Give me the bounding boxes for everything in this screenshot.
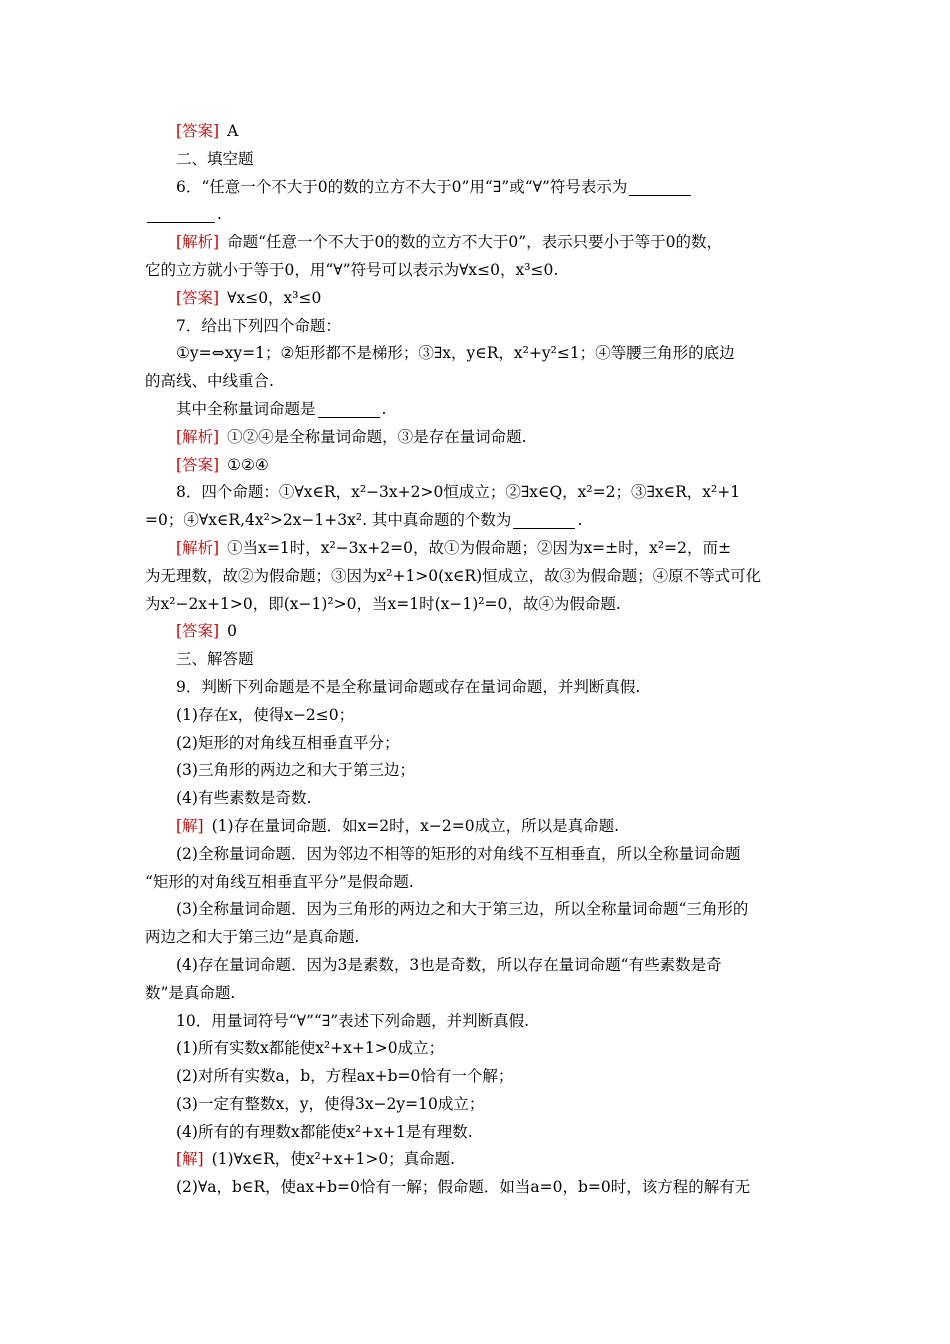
solution-10-2: (2)∀a，b∈R，使ax+b=0恰有一解；假命题．如当a=0，b=0时，该方程的解有无 <box>176 1178 751 1197</box>
solution-10-1: [解] (1)∀x∈R，使x²+x+1>0；真命题. <box>176 1150 456 1169</box>
solution-9-2: (2)全称量词命题．因为邻边不相等的矩形的对角线不互相垂直，所以全称量词命题 <box>176 844 741 863</box>
answer-blank <box>513 513 575 529</box>
question-6-cont: . <box>145 201 807 229</box>
question-9-3: (3)三角形的两边之和大于第三边； <box>176 761 415 780</box>
solution-9-4-cont: 数”是真命题. <box>145 983 236 1002</box>
answer-7: [答案] ①②④ <box>176 455 269 474</box>
analysis-7: [解析] ①②④是全称量词命题，③是存在量词命题. <box>176 427 527 446</box>
question-6: 6．“任意一个不大于0的数的立方不大于0”用“∃”或“∀”符号表示为 <box>145 174 807 202</box>
question-10-4: (4)所有的有理数x都能使x²+x+1是有理数. <box>176 1122 473 1141</box>
solution-9-2-cont: “矩形的对角线互相垂直平分”是假命题. <box>145 872 414 891</box>
answer-5: [答案] A <box>176 122 239 140</box>
solution-tag: [解] <box>176 816 204 835</box>
question-9-1: (1)存在x，使得x−2≤0； <box>176 705 355 724</box>
question-9-4: (4)有些素数是奇数. <box>176 789 312 808</box>
question-7: 7．给出下列四个命题： <box>176 316 341 335</box>
question-9: 9．判断下列命题是不是全称量词命题或存在量词命题，并判断真假. <box>176 677 641 696</box>
question-9-2: (2)矩形的对角线互相垂直平分； <box>176 733 400 752</box>
solution-tag: [解] <box>176 1150 204 1169</box>
question-8-cont: =0；④∀x∈R,4x²>2x−1+3x². 其中真命题的个数为 . <box>145 511 583 530</box>
analysis-6: [解析] 命题“任意一个不大于0的数的立方不大于0”，表示只要小于等于0的数， <box>176 233 723 252</box>
question-8: 8．四个命题：①∀x∈R，x²−3x+2>0恒成立；②∃x∈Q，x²=2；③∃x∈R，x²+1 <box>176 483 741 502</box>
answer-8: [答案] 0 <box>176 622 237 641</box>
solution-9-3-cont: 两边之和大于第三边”是真命题. <box>145 928 360 947</box>
solution-9-1: [解] (1)存在量词命题．如x=2时，x−2=0成立，所以是真命题. <box>176 816 620 835</box>
question-10-3: (3)一定有整数x，y，使得3x−2y=10成立； <box>176 1094 485 1113</box>
answer-blank <box>147 207 215 223</box>
answer-tag: [答案] <box>176 455 220 474</box>
analysis-tag: [解析] <box>176 427 220 446</box>
section-fill-in: 二、填空题 <box>176 149 254 168</box>
question-7-items-cont: 的高线、中线重合. <box>145 372 274 391</box>
question-7-items: ①y=⇔xy=1；②矩形都不是梯形；③∃x，y∈R，x²+y²≤1；④等腰三角形的底边 <box>176 344 735 363</box>
analysis-8: [解析] ①当x=1时，x²−3x+2=0，故①为假命题；②因为x=±时，x²=2，而± <box>176 538 731 557</box>
analysis-tag: [解析] <box>176 538 220 557</box>
analysis-6-cont: 它的立方就小于等于0，用“∀”符号可以表示为∀x≤0，x³≤0. <box>145 260 559 279</box>
answer-blank <box>318 402 380 418</box>
answer-blank <box>629 180 691 196</box>
solution-9-3: (3)全称量词命题．因为三角形的两边之和大于第三边，所以全称量词命题“三角形的 <box>176 900 749 919</box>
answer-tag: [答案] <box>176 622 220 641</box>
analysis-8-cont: 为无理数，故②为假命题；③因为x²+1>0(x∈R)恒成立，故③为假命题；④原不等式可化 <box>145 566 762 585</box>
question-10: 10．用量词符号“∀”“∃”表述下列命题，并判断真假. <box>176 1011 530 1030</box>
answer-6: [答案] ∀x≤0，x³≤0 <box>176 288 322 307</box>
analysis-tag: [解析] <box>176 233 220 252</box>
solution-9-4: (4)存在量词命题．因为3是素数，3也是奇数，所以存在量词命题“有些素数是奇 <box>176 955 722 974</box>
document-page <box>145 118 807 1202</box>
question-10-2: (2)对所有实数a，b，方程ax+b=0恰有一个解； <box>176 1067 514 1086</box>
question-10-1: (1)所有实数x都能使x²+x+1>0成立； <box>176 1039 445 1058</box>
question-7-prompt: 其中全称量词命题是 . <box>176 399 387 418</box>
analysis-8-cont2: 为x²−2x+1>0，即(x−1)²>0，当x=1时(x−1)²=0，故④为假命题. <box>145 594 621 613</box>
section-solve: 三、解答题 <box>176 650 254 669</box>
answer-tag: [答案] <box>176 288 220 307</box>
answer-tag: [答案] <box>176 122 220 140</box>
